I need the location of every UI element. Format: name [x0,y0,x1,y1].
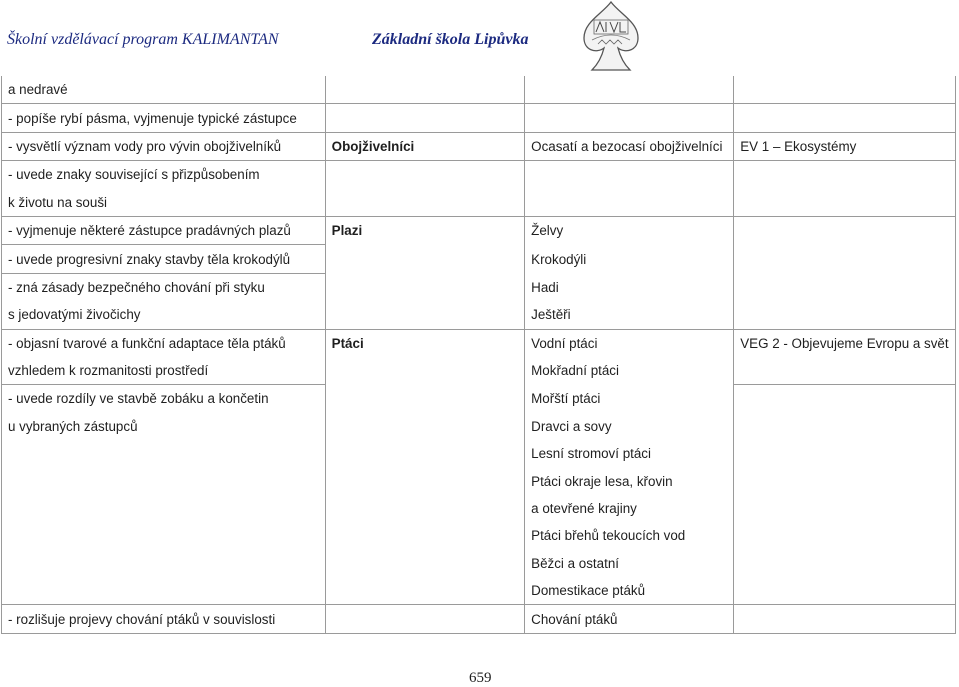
topic-cell [325,273,525,301]
topic-cell: Ptáci [325,329,525,357]
output-cell: - objasní tvarové a funkční adaptace těla ptáků [2,329,326,357]
content-cell: Ještěři [525,301,734,329]
content-cell: Ptáci okraje lesa, křovin [525,467,734,494]
topic-cell [325,245,525,273]
topic-cell [325,357,525,385]
output-cell: - rozlišuje projevy chování ptáků v souvislosti [2,605,326,633]
output-cell: - popíše rybí pásma, vyjmenuje typické zástupce [2,104,326,132]
theme-cell [734,605,956,633]
content-cell: a otevřené krajiny [525,495,734,522]
output-cell [2,440,326,467]
output-cell: u vybraných zástupců [2,413,326,440]
content-cell: Želvy [525,216,734,244]
topic-cell [325,161,525,189]
table-row [2,385,956,413]
content-cell [525,189,734,217]
topic-cell [325,550,525,577]
theme-cell [734,577,956,605]
table-row [2,550,956,577]
table-row [2,357,956,385]
table-row [2,413,956,440]
table-row [2,104,956,132]
content-cell [525,76,734,104]
table-row [2,522,956,549]
theme-cell [734,550,956,577]
theme-cell [734,161,956,189]
table-row [2,189,956,217]
output-cell: - zná zásady bezpečného chování při styku [2,273,326,301]
output-cell [2,577,326,605]
topic-cell [325,440,525,467]
topic-cell [325,522,525,549]
content-cell: Krokodýli [525,245,734,273]
topic-cell [325,189,525,217]
theme-cell [734,467,956,494]
theme-cell [734,522,956,549]
table-row [2,329,956,357]
theme-cell [734,216,956,244]
theme-cell [734,245,956,273]
content-cell: Lesní stromoví ptáci [525,440,734,467]
output-cell [2,495,326,522]
content-cell [525,104,734,132]
school-name: Základní škola Lipůvka [372,31,529,48]
topic-cell [325,467,525,494]
table-row [2,467,956,494]
output-cell: a nedravé [2,76,326,104]
table-row [2,132,956,160]
program-title: Školní vzdělávací program KALIMANTAN [7,31,279,48]
topic-cell [325,385,525,413]
output-cell: - vyjmenuje některé zástupce pradávných plazů [2,216,326,244]
table-row [2,605,956,633]
table-row [2,245,956,273]
content-cell: Domestikace ptáků [525,577,734,605]
theme-cell [734,385,956,413]
output-cell [2,522,326,549]
page-header [0,0,959,76]
content-cell: Chování ptáků [525,605,734,633]
table-row [2,161,956,189]
table-row [2,301,956,329]
theme-cell [734,189,956,217]
theme-cell: VEG 2 - Objevujeme Evropu a svět [734,329,956,357]
topic-cell [325,605,525,633]
content-cell: Ocasatí a bezocasí obojživelníci [525,132,734,160]
output-cell [2,550,326,577]
table-row [2,273,956,301]
output-cell: - uvede progresivní znaky stavby těla krokodýlů [2,245,326,273]
topic-cell [325,76,525,104]
output-cell: - uvede znaky související s přizpůsobením [2,161,326,189]
topic-cell: Plazi [325,216,525,244]
theme-cell [734,76,956,104]
theme-cell [734,357,956,385]
content-cell: Hadi [525,273,734,301]
table-row [2,440,956,467]
output-cell: s jedovatými živočichy [2,301,326,329]
theme-cell: EV 1 – Ekosystémy [734,132,956,160]
content-cell: Běžci a ostatní [525,550,734,577]
content-cell: Mokřadní ptáci [525,357,734,385]
theme-cell [734,495,956,522]
table-row [2,76,956,104]
content-cell: Mořští ptáci [525,385,734,413]
table-row [2,495,956,522]
theme-cell [734,440,956,467]
topic-cell: Obojživelníci [325,132,525,160]
content-cell: Ptáci břehů tekoucích vod [525,522,734,549]
output-cell [2,467,326,494]
theme-cell [734,413,956,440]
topic-cell [325,413,525,440]
content-cell: Dravci a sovy [525,413,734,440]
content-cell: Vodní ptáci [525,329,734,357]
theme-cell [734,301,956,329]
output-cell: k životu na souši [2,189,326,217]
school-logo-icon [580,0,642,74]
output-cell: - vysvětlí význam vody pro vývin obojživelníků [2,132,326,160]
content-cell [525,161,734,189]
output-cell: - uvede rozdíly ve stavbě zobáku a končetin [2,385,326,413]
table-row [2,577,956,605]
output-cell: vzhledem k rozmanitosti prostředí [2,357,326,385]
theme-cell [734,104,956,132]
theme-cell [734,273,956,301]
page-number: 659 [469,670,492,686]
topic-cell [325,104,525,132]
topic-cell [325,495,525,522]
curriculum-table [1,76,956,634]
topic-cell [325,577,525,605]
table-row [2,216,956,244]
topic-cell [325,301,525,329]
